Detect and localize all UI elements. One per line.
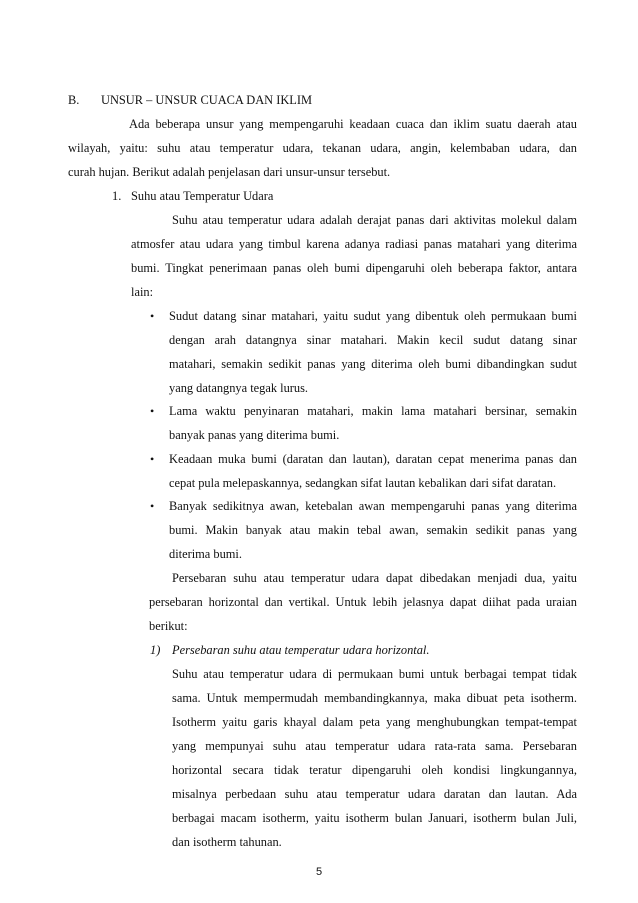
bullet-2-line-1: Lama waktu penyinaran matahari, makin lama matahari bersinar, semakin	[169, 404, 577, 418]
distribution-line-1: Persebaran suhu atau temperatur udara dapat dibedakan menjadi dua, yaitu	[172, 571, 577, 585]
bullet-1-line-3: matahari, semakin sedikit panas yang diterima oleh bumi dibandingkan sudut	[169, 357, 577, 371]
sub1-line-3: Isotherm yaitu garis khayal dalam peta yang menghubungkan tempat-tempat	[172, 715, 577, 729]
bullet-4-line-3: diterima bumi.	[169, 547, 242, 561]
bullet-3-line-1: Keadaan muka bumi (daratan dan lautan), daratan cepat menerima panas dan	[169, 452, 577, 466]
distribution-line-3: berikut:	[149, 619, 188, 633]
item1-para-line-1: Suhu atau temperatur udara adalah derajat panas dari aktivitas molekul dalam	[172, 213, 577, 227]
item1-para-line-4: lain:	[131, 285, 154, 299]
sub1-line-8: dan isotherm tahunan.	[172, 835, 282, 849]
sub1-line-5: horizontal secara tidak teratur dipengaruhi oleh kondisi lingkungannya,	[172, 763, 577, 777]
sub1-line-6: misalnya perbedaan suhu atau temperatur udara daratan dan lautan. Ada	[172, 787, 577, 801]
sub1-line-1: Suhu atau temperatur udara di permukaan bumi untuk berbagai tempat tidak	[172, 667, 577, 681]
bullet-1-line-4: yang datangnya tegak lurus.	[169, 381, 309, 395]
item1-title: Suhu atau Temperatur Udara	[131, 189, 274, 203]
bullet-3-marker: •	[150, 452, 155, 466]
sub1-line-2: sama. Untuk mempermudah membandingkannya, maka dibuat peta isotherm.	[172, 691, 577, 705]
sub1-number: 1)	[150, 643, 161, 657]
sub1-title: Persebaran suhu atau temperatur udara horizontal.	[172, 643, 430, 657]
bullet-1-line-1: Sudut datang sinar matahari, yaitu sudut yang dibentuk oleh permukaan bumi	[169, 309, 577, 323]
item1-para-line-3: bumi. Tingkat penerimaan panas oleh bumi dipengaruhi oleh beberapa faktor, antara	[131, 261, 577, 275]
bullet-4-line-2: bumi. Makin banyak atau makin tebal awan, semakin sedikit panas yang	[169, 523, 577, 537]
bullet-1-marker: •	[150, 309, 155, 323]
bullet-4-line-1: Banyak sedikitnya awan, ketebalan awan mempengaruhi panas yang diterima	[169, 499, 577, 513]
bullet-2-line-2: banyak panas yang diterima bumi.	[169, 428, 340, 442]
intro-line-1: Ada beberapa unsur yang mempengaruhi keadaan cuaca dan iklim suatu daerah atau	[129, 117, 577, 131]
item1-para-line-2: atmosfer atau udara yang timbul karena adanya radiasi panas matahari yang diterima	[131, 237, 577, 251]
item1-number: 1.	[112, 189, 122, 203]
bullet-2-marker: •	[150, 404, 155, 418]
bullet-4-marker: •	[150, 499, 155, 513]
bullet-1-line-2: dengan arah datangnya sinar matahari. Makin kecil sudut datang sinar	[169, 333, 577, 347]
intro-line-2: wilayah, yaitu: suhu atau temperatur udara, tekanan udara, angin, kelembaban udara, dan	[68, 141, 577, 155]
page-number: 5	[315, 866, 323, 878]
distribution-line-2: persebaran horizontal dan vertikal. Untuk lebih jelasnya dapat diihat pada uraian	[149, 595, 577, 609]
section-letter: B.	[68, 93, 80, 107]
bullet-3-line-2: cepat pula melepaskannya, sedangkan sifat lautan kebalikan dari sifat daratan.	[169, 476, 557, 490]
sub1-line-7: berbagai macam isotherm, yaitu isotherm bulan Januari, isotherm bulan Juli,	[172, 811, 577, 825]
intro-line-3: curah hujan. Berikut adalah penjelasan dari unsur-unsur tersebut.	[68, 165, 391, 179]
sub1-line-4: yang mempunyai suhu atau temperatur udara rata-rata sama. Persebaran	[172, 739, 577, 753]
section-title: UNSUR – UNSUR CUACA DAN IKLIM	[101, 93, 313, 107]
